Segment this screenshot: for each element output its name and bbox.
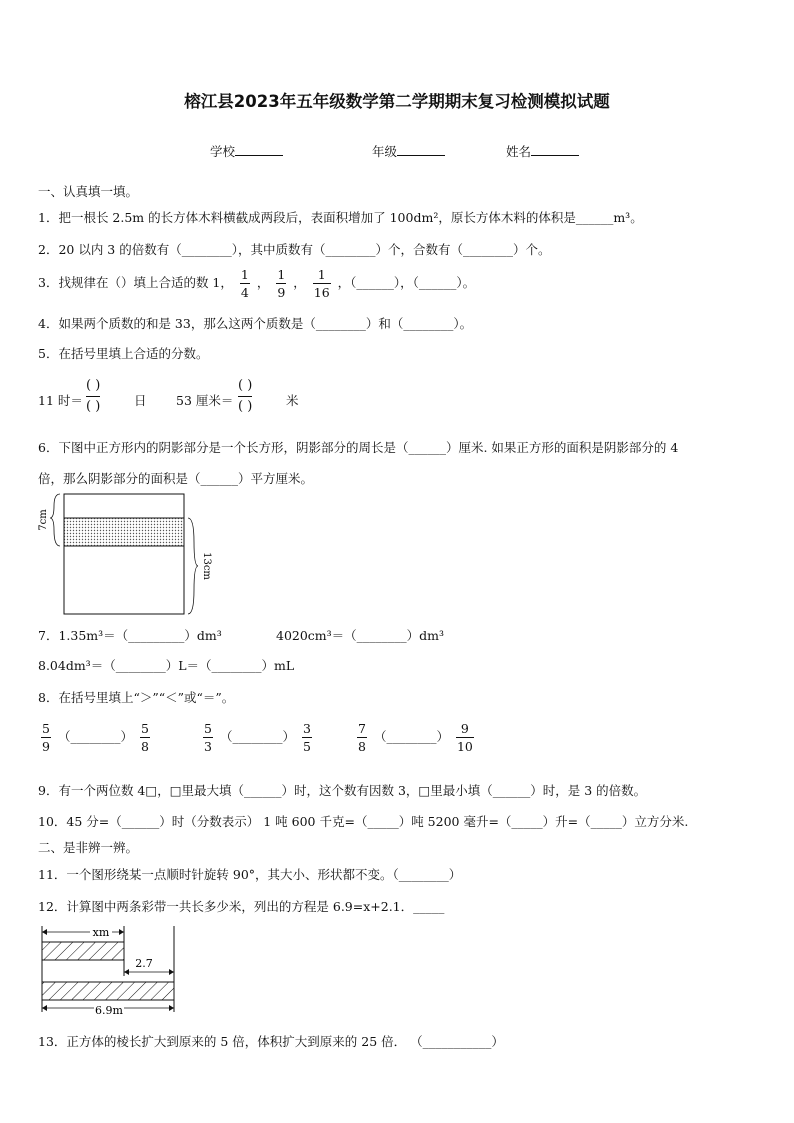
ribbon-figure — [36, 922, 182, 1018]
question-10: 10．45 分=（______）时（分数表示） 1 吨 600 千克=（_____）吨 5200 毫升=（_____）升=（_____）立方分米. — [38, 814, 689, 829]
square-figure — [36, 490, 216, 618]
comparison-blank[interactable]: （________） — [219, 729, 295, 744]
question-1: 1．把一根长 2.5m 的长方体木料横截成两段后，表面积增加了 100dm²，原长方体木料的体积是______m³。 — [38, 210, 643, 225]
comparison-blank[interactable]: （________） — [373, 729, 449, 744]
school-label: 学校 — [210, 144, 236, 159]
question-7-a: 7．1.35m³＝（_________）dm³ — [38, 628, 222, 643]
question-4: 4．如果两个质数的和是 33，那么这两个质数是（________）和（________）。 — [38, 316, 473, 331]
question-5: 5．在括号里填上合适的分数。 — [38, 346, 209, 361]
school-field[interactable] — [210, 142, 283, 160]
question-9: 9．有一个两位数 4□，□里最大填（______）时，这个数有因数 3，□里最小填（______）时，是 3 的倍数。 — [38, 783, 647, 798]
page-title: 榕江县2023年五年级数学第二学期期末复习检测模拟试题 — [184, 92, 610, 111]
question-6-line-1: 6．下图中正方形内的阴影部分是一个长方形，阴影部分的周长是（______）厘米. 如果正方形的面积是阴影部分的 4 — [38, 440, 679, 455]
shaded-rectangle — [64, 518, 184, 546]
question-7-b: 4020cm³＝（________）dm³ — [276, 628, 445, 643]
name-label: 姓名 — [506, 144, 532, 159]
question-3 — [38, 266, 475, 301]
fraction-1-16: $\frac{1}{16}$ — [313, 267, 330, 300]
q3-prefix: 3．找规律在（）填上合适的数 1， — [38, 275, 233, 290]
label-13cm: 13cm — [201, 552, 212, 580]
question-7-c: 8.04dm³＝（________）L＝（________）mL — [38, 658, 295, 673]
question-2: 2．20 以内 3 的倍数有（________），其中质数有（________）个，合数有（________）个。 — [38, 242, 551, 257]
school-blank[interactable] — [235, 143, 283, 156]
grade-label: 年级 — [372, 144, 398, 159]
q3-suffix: ，（______），（______）。 — [337, 275, 476, 290]
square-outline — [64, 494, 184, 614]
section-heading-2: 二、是非辨一辨。 — [38, 840, 139, 855]
label-6-9m: 6.9m — [95, 1004, 123, 1017]
question-11: 11．一个图形绕某一点顺时针旋转 90°，其大小、形状都不变。（________） — [38, 867, 462, 882]
q3-sep: ， — [293, 275, 306, 290]
right-brace — [188, 518, 198, 614]
question-12: 12．计算图中两条彩带一共长多少米，列出的方程是 6.9=x+2.1．_____ — [38, 899, 445, 914]
grade-blank[interactable] — [397, 143, 445, 156]
fraction-1-4: $\frac{1}{4}$ — [240, 267, 249, 300]
grade-field[interactable] — [372, 142, 445, 160]
q3-sep: ， — [256, 275, 270, 290]
name-field[interactable] — [506, 142, 579, 160]
q5-b-unit: 米 — [286, 393, 299, 408]
name-blank[interactable] — [531, 143, 579, 156]
question-13: 13．正方体的棱长扩大到原来的 5 倍，体积扩大到原来的 25 倍． （___________） — [38, 1034, 504, 1049]
ribbon-bottom — [42, 982, 174, 1000]
comparison-1: $\frac{5}{9}$ （________） $\frac{5}{8}$ — [42, 721, 149, 754]
q5-a-fraction[interactable]: ( ) ( ) — [86, 376, 100, 417]
comparison-2: $\frac{5}{3}$ （________） $\frac{3}{5}$ — [204, 721, 311, 754]
comparison-3: $\frac{7}{8}$ （________） $\frac{9}{10}$ — [358, 721, 473, 754]
label-2-7: 2.7 — [135, 957, 153, 970]
ribbon-top — [42, 942, 124, 960]
section-heading-1: 一、认真填一填。 — [38, 184, 139, 199]
label-xm: xm — [92, 926, 110, 939]
left-brace — [50, 494, 60, 546]
fraction-1-9: $\frac{1}{9}$ — [277, 267, 286, 300]
question-8: 8．在括号里填上“＞”“＜”或“＝”。 — [38, 690, 235, 705]
question-6-line-2: 倍，那么阴影部分的面积是（______）平方厘米。 — [38, 471, 314, 486]
label-7cm: 7cm — [38, 509, 49, 531]
q5-a-left: 11 时＝ — [38, 393, 83, 408]
q5-a-unit: 日 — [134, 393, 147, 408]
q5-b-left: 53 厘米＝ — [176, 393, 234, 408]
comparison-blank[interactable]: （________） — [57, 729, 133, 744]
q5-b-fraction[interactable]: ( ) ( ) — [238, 376, 252, 417]
